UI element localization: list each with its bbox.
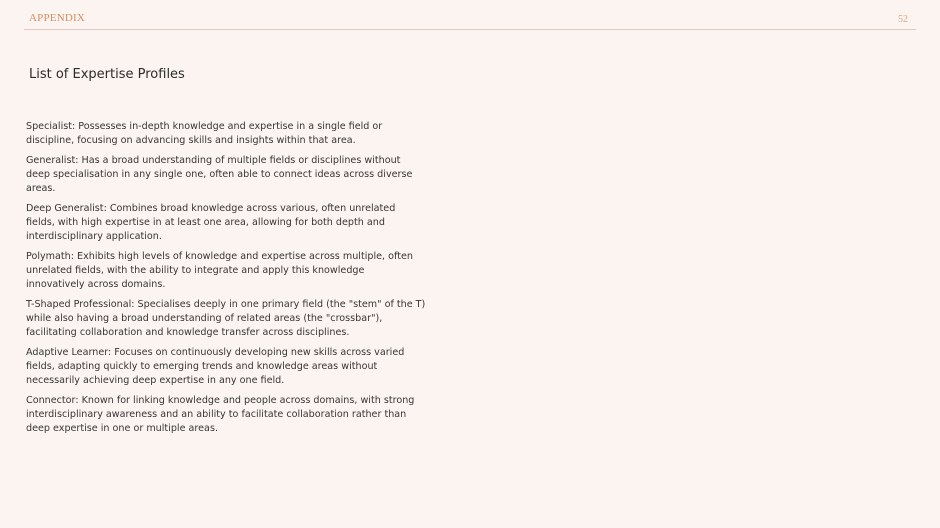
profile-deep-generalist: Deep Generalist: Combines broad knowledge across various, often unrelated fields, with high expertise in at least one area, allowing for both depth and interdisciplinary application. bbox=[26, 203, 396, 242]
profile-t-shaped-professional: T-Shaped Professional: Specialises deeply in one primary field (the "stem" of the T) while also having a broad understanding of related areas (the "crossbar"), facilitating collaboration and knowledge transfer across disciplines. bbox=[26, 299, 426, 338]
section-label: APPENDIX bbox=[29, 12, 85, 24]
profile-connector: Connector: Known for linking knowledge and people across domains, with strong interdisciplinary awareness and an ability to facilitate collaboration rather than deep expertise in one or multiple areas. bbox=[26, 395, 415, 434]
profile-polymath: Polymath: Exhibits high levels of knowledge and expertise across multiple, often unrelated fields, with the ability to integrate and apply this knowledge innovatively across domains. bbox=[26, 251, 413, 290]
page-number: 52 bbox=[898, 14, 908, 25]
page-title: List of Expertise Profiles bbox=[29, 67, 185, 82]
page-header bbox=[24, 0, 916, 30]
profile-adaptive-learner: Adaptive Learner: Focuses on continuously developing new skills across varied fields, adapting quickly to emerging trends and knowledge areas without necessarily achieving deep expertise in any one field. bbox=[26, 347, 405, 386]
profile-generalist: Generalist: Has a broad understanding of multiple fields or disciplines without deep specialisation in any single one, often able to connect ideas across diverse areas. bbox=[26, 155, 413, 194]
profile-specialist: Specialist: Possesses in-depth knowledge and expertise in a single field or discipline, focusing on advancing skills and insights within that area. bbox=[26, 121, 383, 146]
expertise-profile-list bbox=[26, 120, 426, 442]
